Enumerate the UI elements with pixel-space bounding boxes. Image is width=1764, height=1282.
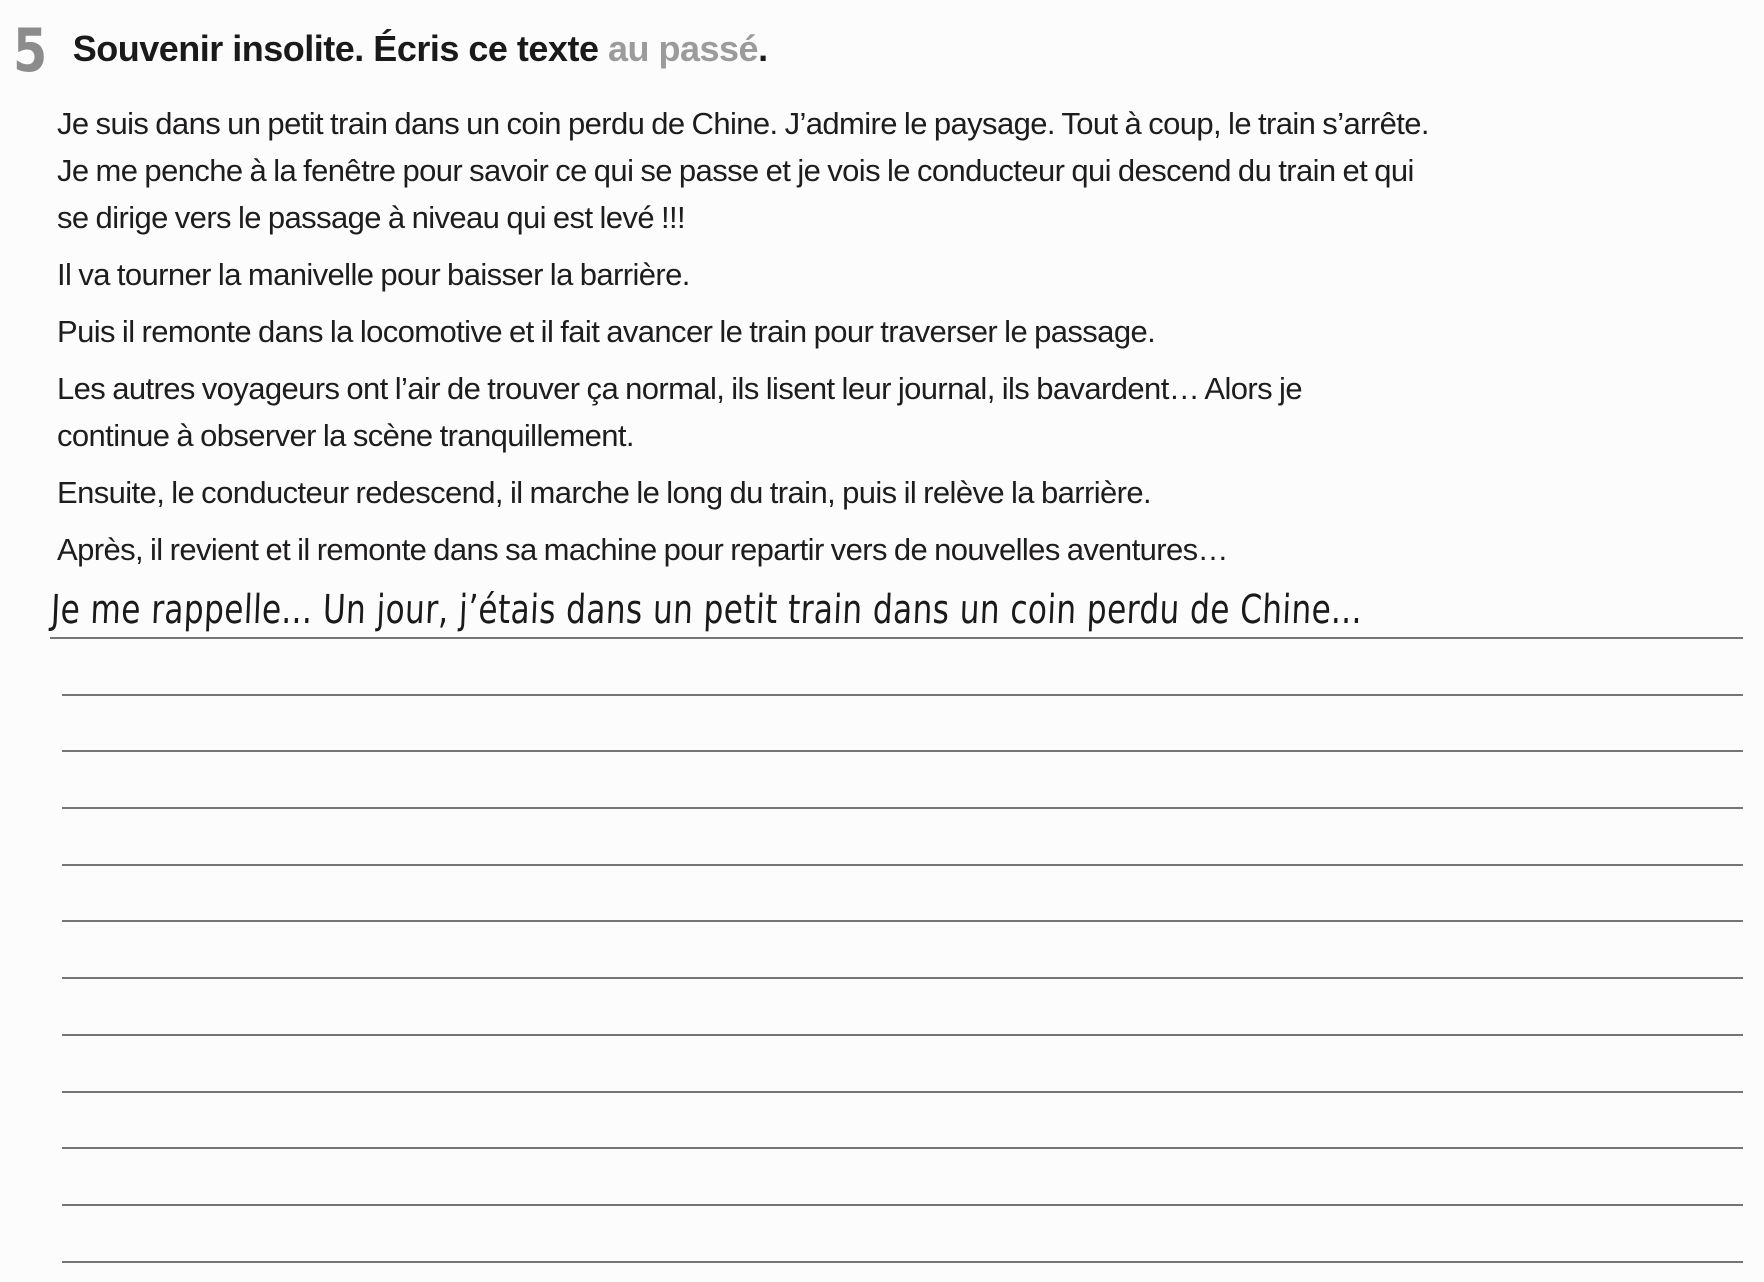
- blank-writing-line[interactable]: [62, 752, 1743, 809]
- handwritten-answer-text: Je me rappelle... Un jour, j’étais dans un petit train dans un coin perdu de Chine...: [50, 587, 1364, 633]
- exercise-title-main: Souvenir insolite. Écris ce texte: [72, 28, 608, 69]
- passage-line: Je me penche à la fenêtre pour savoir ce qui se passe et je vois le conducteur qui descend du train et qui: [57, 153, 1414, 188]
- exercise-header: [13, 16, 768, 86]
- passage-line: Puis il remonte dans la locomotive et il fait avancer le train pour traverser le passage.: [57, 314, 1156, 349]
- passage-line: Je suis dans un petit train dans un coin perdu de Chine. J’admire le paysage. Tout à coup, le train s’arrête.: [57, 106, 1429, 141]
- blank-writing-line[interactable]: [62, 639, 1743, 696]
- handwritten-answer-line[interactable]: [50, 584, 1743, 639]
- passage-paragraph: [57, 365, 1744, 459]
- passage-paragraph: [57, 251, 1744, 298]
- blank-writing-lines: [62, 639, 1743, 1263]
- blank-writing-line[interactable]: [62, 922, 1743, 979]
- passage-paragraph: [57, 526, 1744, 573]
- passage-line: Les autres voyageurs ont l’air de trouver ça normal, ils lisent leur journal, ils bavardent… Alors je: [57, 371, 1302, 406]
- passage-line: Après, il revient et il remonte dans sa machine pour repartir vers de nouvelles aventures…: [57, 532, 1228, 567]
- exercise-title-highlight: au passé: [607, 28, 759, 69]
- blank-writing-line[interactable]: [62, 1036, 1743, 1093]
- blank-writing-line[interactable]: [62, 1149, 1743, 1206]
- exercise-title-period: .: [758, 28, 768, 69]
- blank-writing-line[interactable]: [62, 696, 1743, 753]
- passage-paragraph: [57, 308, 1744, 355]
- blank-writing-line[interactable]: [62, 979, 1743, 1036]
- exercise-title: [73, 22, 768, 76]
- passage-text: [57, 100, 1744, 583]
- blank-writing-line[interactable]: [62, 809, 1743, 866]
- blank-writing-line[interactable]: [62, 1206, 1743, 1263]
- passage-line: Ensuite, le conducteur redescend, il marche le long du train, puis il relève la barrière.: [57, 475, 1151, 510]
- passage-line: se dirige vers le passage à niveau qui est levé !!!: [57, 200, 686, 235]
- blank-writing-line[interactable]: [62, 1093, 1743, 1150]
- exercise-number: 5: [13, 16, 48, 86]
- blank-writing-line[interactable]: [62, 866, 1743, 923]
- passage-line: Il va tourner la manivelle pour baisser la barrière.: [57, 257, 690, 292]
- passage-paragraph: [57, 469, 1744, 516]
- passage-line: continue à observer la scène tranquillement.: [57, 418, 634, 453]
- passage-paragraph: [57, 100, 1744, 241]
